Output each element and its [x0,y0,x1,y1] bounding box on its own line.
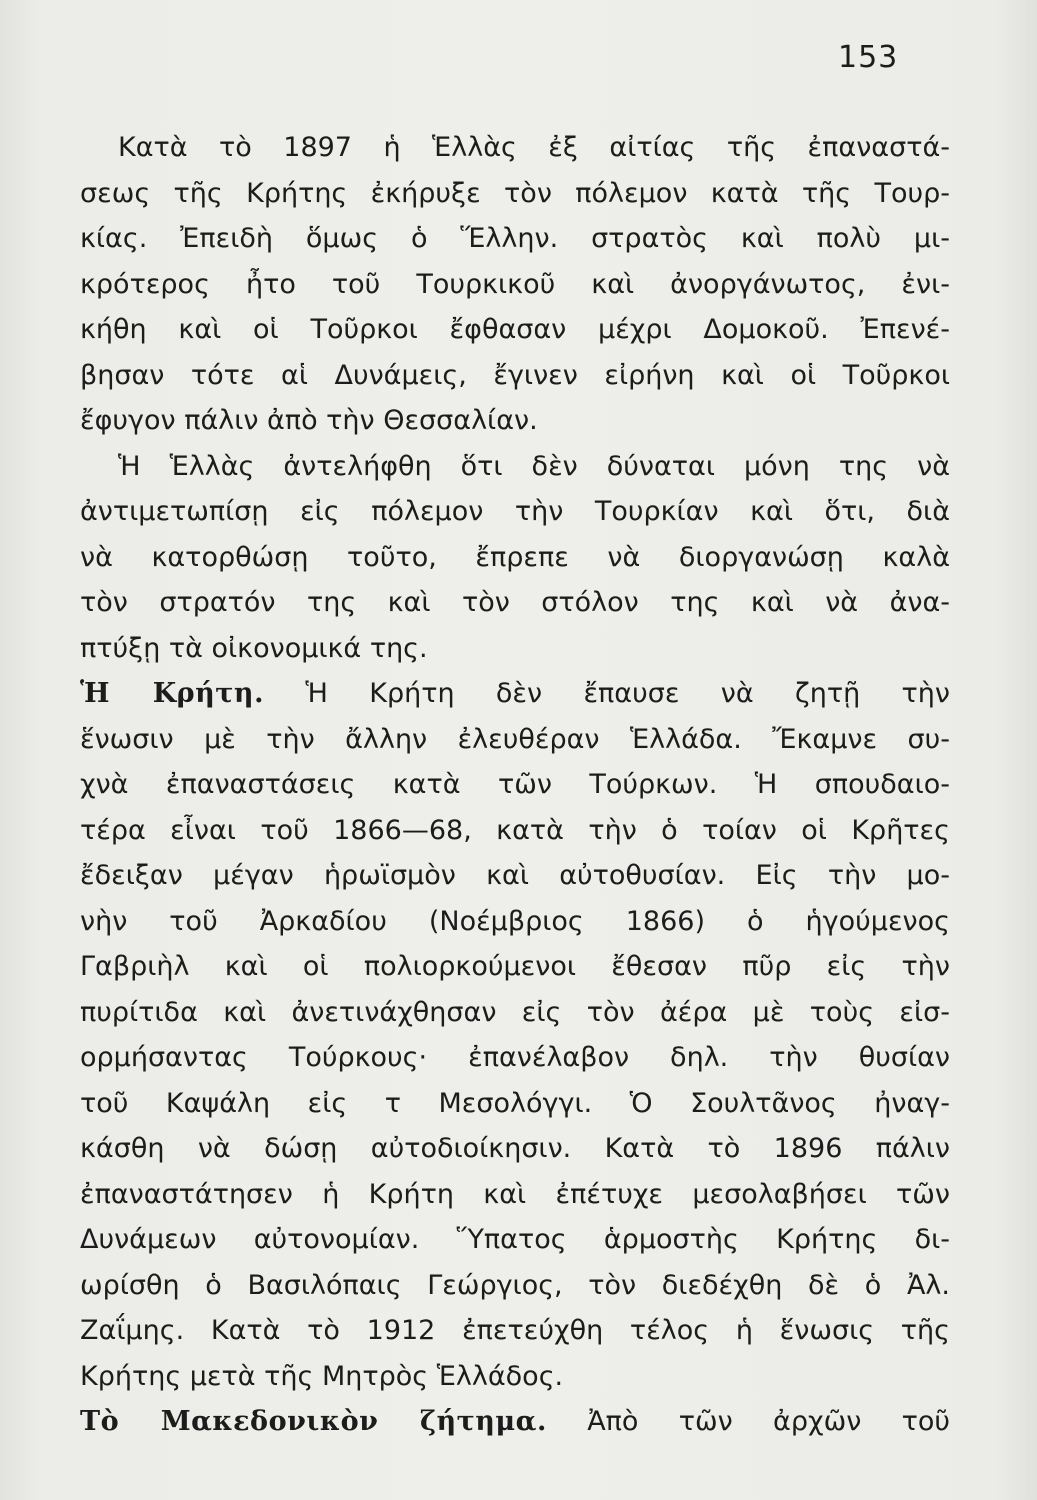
text-line: ἔδειξαν μέγαν ἡρωϊσμὸν καὶ αὐτοθυσίαν. Εἰς τὴν μο- [80,860,950,891]
section-heading-crete: Ἡ Κρήτη. [80,678,264,709]
text-line: πτύξῃ τὰ οἰκονομικά της. [80,632,428,664]
section-heading-macedonian: Τὸ Μακεδονικὸν ζήτημα. [80,1406,547,1437]
text-line: ἐπαναστάτησεν ἡ Κρήτη καὶ ἐπέτυχε μεσολαβήσει τῶν [80,1178,950,1210]
text-line: κήθη καὶ οἱ Τοῦρκοι ἔφθασαν μέχρι Δομοκοῦ. Ἐπενέ- [80,314,950,345]
text-line: ωρίσθη ὁ Βασιλόπαις Γεώργιος, τὸν διεδέχθη δὲ ὁ Ἀλ. [80,1269,950,1301]
text-line: Κρήτης μετὰ τῆς Μητρὸς Ἑλλάδος. [80,1360,564,1392]
text-line: ἔφυγον πάλιν ἀπὸ τὴν Θεσσαλίαν. [80,405,538,436]
text-line: βησαν τότε αἱ Δυνάμεις, ἔγινεν εἰρήνη καὶ οἱ Τοῦρκοι [80,359,950,391]
text-line: Ἡ Ἑλλὰς ἀντελήφθη ὅτι δὲν δύναται μόνη της νὰ [118,450,950,482]
text-line: Κατὰ τὸ 1897 ἡ Ἑλλὰς ἐξ αἰτίας τῆς ἐπαναστά- [118,132,950,163]
text-line: Δυνάμεων αὐτονομίαν. Ὕπατος ἁρμοστὴς Κρήτης δι- [80,1224,950,1255]
text-run: Ἡ Κρήτη δὲν ἔπαυσε νὰ ζητῇ τὴν [305,678,950,709]
text-line: κρότερος ἦτο τοῦ Τουρκικοῦ καὶ ἀνοργάνωτος, ἐνι- [80,268,950,300]
text-line: τὸν στρατόν της καὶ τὸν στόλον της καὶ νὰ ἀνα- [80,587,950,618]
text-line: ἀντιμετωπίσῃ εἰς πόλεμον τὴν Τουρκίαν καὶ ὅτι, διὰ [80,496,950,527]
text-line: νὴν τοῦ Ἀρκαδίου (Νοέμβριος 1866) ὁ ἡγούμενος [80,905,950,937]
text-line: ορμήσαντας Τούρκους· ἐπανέλαβον δηλ. τὴν θυσίαν [80,1042,950,1073]
text-line: πυρίτιδα καὶ ἀνετινάχθησαν εἰς τὸν ἀέρα μὲ τοὺς εἰσ- [80,996,950,1028]
text-line: κίας. Ἐπειδὴ ὅμως ὁ Ἕλλην. στρατὸς καὶ πολὺ μι- [80,223,950,254]
text-line: κάσθη νὰ δώσῃ αὐτοδιοίκησιν. Κατὰ τὸ 1896 πάλιν [80,1133,950,1164]
text-run: Ἀπὸ τῶν ἀρχῶν τοῦ [587,1406,950,1437]
text-line-with-heading [80,671,950,717]
text-line: ἕνωσιν μὲ τὴν ἄλλην ἐλευθέραν Ἑλλάδα. Ἔκαμνε συ- [80,723,950,755]
text-line: σεως τῆς Κρήτης ἐκήρυξε τὸν πόλεμον κατὰ τῆς Τουρ- [80,177,950,209]
text-line: τοῦ Καψάλη εἰς τ Μεσολόγγι. Ὁ Σουλτᾶνος ἠναγ- [80,1087,950,1119]
page-number: 153 [838,40,899,75]
text-line-with-heading [80,1399,950,1445]
text-line: χνὰ ἐπαναστάσεις κατὰ τῶν Τούρκων. Ἡ σπουδαιο- [80,769,950,800]
text-line: τέρα εἶναι τοῦ 1866—68, κατὰ τὴν ὁ τοίαν οἱ Κρῆτες [80,814,950,846]
text-line: νὰ κατορθώσῃ τοῦτο, ἔπρεπε νὰ διοργανώσῃ καλὰ [80,541,950,573]
body-text [80,125,950,1445]
text-line: Ζαΐμης. Κατὰ τὸ 1912 ἐπετεύχθη τέλος ἡ ἕνωσις τῆς [80,1315,950,1346]
text-line: Γαβριὴλ καὶ οἱ πολιορκούμενοι ἔθεσαν πῦρ εἰς τὴν [80,951,950,982]
